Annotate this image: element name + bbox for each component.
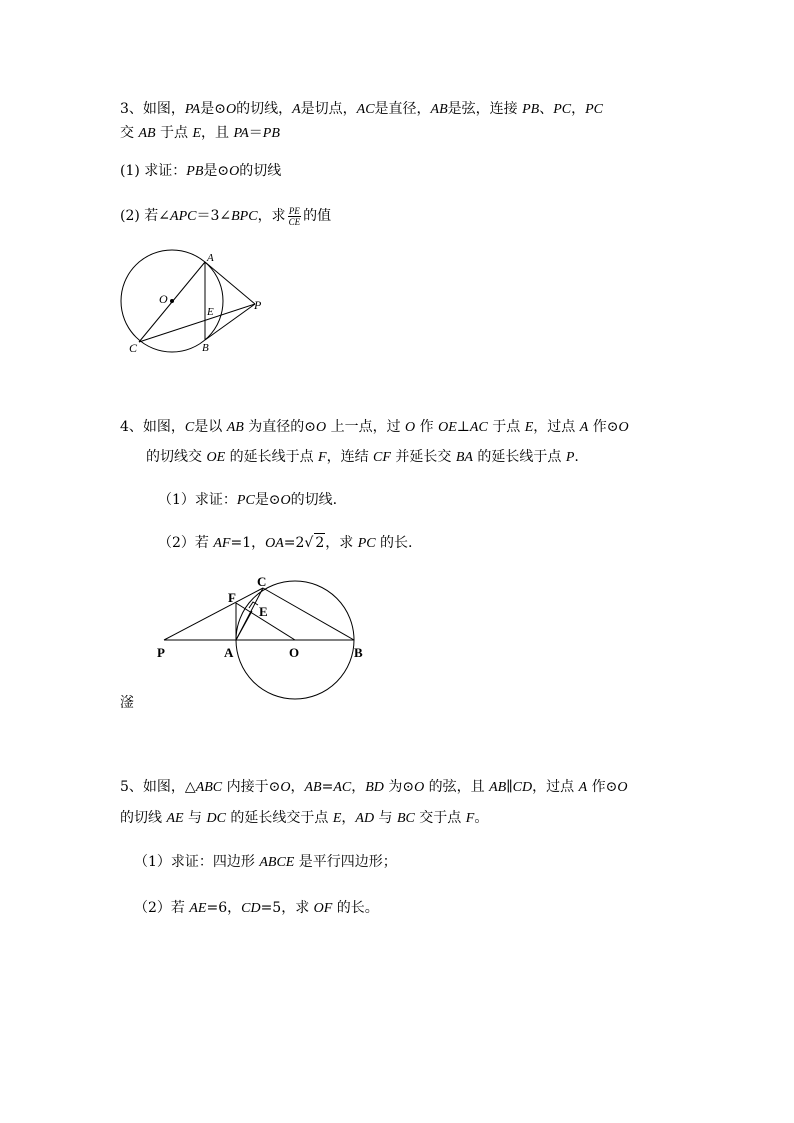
p3-stem-line1: 3、如图，PA是⊙O的切线，A是切点，AC是直径，AB是弦，连接 PB、PC，PC xyxy=(120,101,603,117)
stray-character: 滏 xyxy=(120,695,134,711)
label-o: O xyxy=(159,292,168,306)
p5-question-2: （2）若 AE=6，CD=5，求 OF 的长。 xyxy=(134,900,379,916)
line-pc xyxy=(164,588,263,640)
sqrt-radicand: 2 xyxy=(315,535,325,551)
fraction-pe-over-ce: $\frac{PE}{CE}$ xyxy=(288,205,301,227)
p3-stem-line2: 交 AB 于点 E，且 PA＝PB xyxy=(120,125,280,141)
label-p: P xyxy=(157,645,165,660)
center-dot xyxy=(170,299,174,303)
line-ae xyxy=(236,611,252,640)
label-b: B xyxy=(354,645,363,660)
label-c: C xyxy=(129,341,138,355)
line-cb xyxy=(263,588,354,640)
segment-cp xyxy=(139,304,255,342)
p3-question-1: (1) 求证：PB是⊙O的切线 xyxy=(120,163,282,179)
label-b: B xyxy=(202,342,209,354)
p5-question-1: （1）求证：四边形 ABCE 是平行四边形； xyxy=(134,854,397,870)
sqrt-symbol: √ xyxy=(304,535,314,551)
p3-question-2: (2) 若∠APC＝3∠BPC，求 $\frac{PE}{CE}$ 的值 xyxy=(120,205,332,227)
label-e: E xyxy=(207,306,214,318)
p4-stem-line2: 的切线交 OE 的延长线于点 F，连结 CF 并延长交 BA 的延长线于点 P. xyxy=(146,449,579,465)
p4-question-2: （2）若 AF=1，OA=2√ 2，求 PC 的长. xyxy=(158,535,413,551)
p4-question-1: （1）求证：PC是⊙O的切线. xyxy=(158,492,338,508)
p5-stem-line1: 5、如图，△ABC 内接于⊙O，AB=AC，BD 为⊙O 的弦，且 AB∥CD，过点 A 作⊙O xyxy=(120,779,628,795)
label-a: A xyxy=(207,252,214,264)
segment-ap xyxy=(205,262,255,304)
label-e: E xyxy=(259,604,268,619)
label-o: O xyxy=(289,645,300,660)
label-p: P xyxy=(254,298,262,312)
label-a: A xyxy=(224,645,234,660)
p5-stem-line2: 的切线 AE 与 DC 的延长线交于点 E，AD 与 BC 交于点 F。 xyxy=(120,810,489,826)
p4-figure xyxy=(150,570,380,705)
p4-stem-line1: 4、如图，C是以 AB 为直径的⊙O 上一点，过 O 作 OE⊥AC 于点 E，过点 A 作⊙O xyxy=(120,419,629,435)
p3-figure xyxy=(110,245,280,360)
label-c: C xyxy=(257,574,267,589)
label-f: F xyxy=(228,590,236,605)
